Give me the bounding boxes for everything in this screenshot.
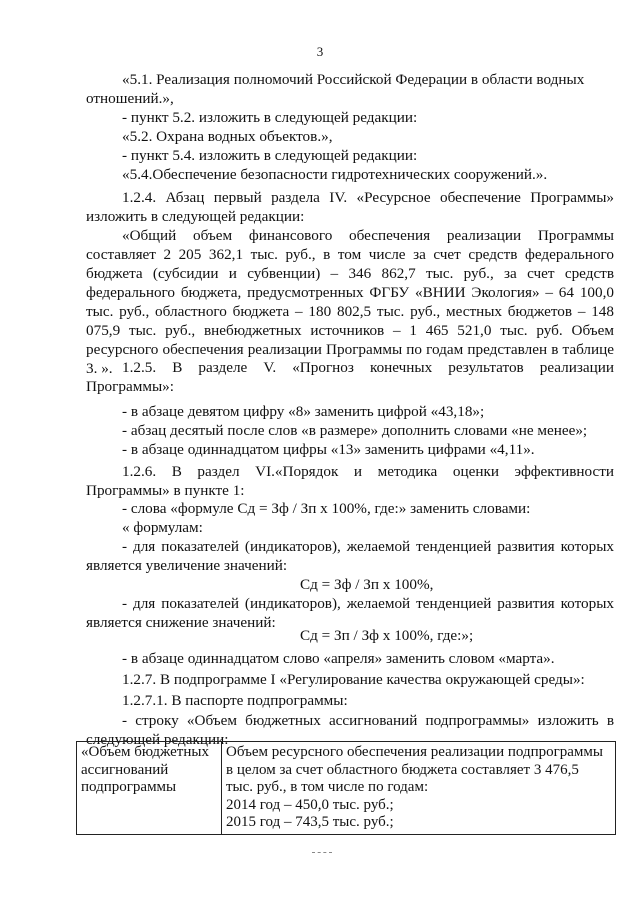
text: «5.1. Реализация полномочий Российской Федерации в области водных	[122, 71, 585, 88]
cell-text: 2014 год – 450,0 тыс. руб.;	[226, 796, 394, 813]
cell-text: Объем ресурсного обеспечения реализации подпрограммы	[226, 744, 603, 760]
formula-1: Сд = Зф / Зп х 100%,	[300, 576, 434, 593]
list-item: - слова «формуле Сд = Зф / Зп х 100%, где:» заменить словами:	[122, 500, 531, 517]
passport-table	[76, 741, 616, 835]
paragraph-1-2-4: 1.2.4. Абзац первый раздела IV. «Ресурсное обеспечение Программы» изложить в следующей редакции:	[86, 189, 614, 225]
paragraph-decrease: - для показателей (индикаторов), желаемой тенденцией развития которых является снижение значений:	[86, 595, 614, 631]
text-line: отношений.»,	[86, 90, 174, 107]
paragraph-funding: «Общий объем финансового обеспечения реализации Программы составляет 2 205 362,1 тыс. руб., в том числе за счет средств федерального бюджета (субсидии и субвенции) – 346 862,7 тыс. руб., за счет средств федерального бюджета, предусмотренных ФГБУ «ВНИИ Экология» – 64 100,0 тыс. руб., областного бюджета – 180 802,5 тыс. руб., местных бюджетов – 148 075,9 тыс. руб., внебюджетных источников – 1 465 521,0 тыс. руб. Объем ресурсного обеспечения реализации Программы по годам представлен в таблице 3. ».	[86, 227, 614, 377]
cell-text: подпрограммы	[81, 779, 177, 796]
text-line: - в абзаце одиннадцатом слово «апреля» заменить словом «марта».	[122, 650, 555, 667]
text-line: «5.4.Обеспечение безопасности гидротехнических сооружений.».	[122, 166, 548, 183]
list-item: - в абзаце девятом цифру «8» заменить цифрой «43,18»;	[122, 403, 485, 420]
paragraph-budget-line: - строку «Объем бюджетных ассигнований подпрограммы» изложить в следующей редакции:	[86, 712, 614, 748]
formula-2: Сд = Зп / Зф х 100%, где:»;	[300, 627, 474, 644]
paragraph-1-2-7: 1.2.7. В подпрограмме I «Регулирование качества окружающей среды»:	[122, 671, 585, 688]
page-footer-mark	[312, 852, 332, 854]
cell-text: «Объем бюджетных	[81, 744, 209, 760]
table-cell-value	[222, 742, 616, 835]
paragraph-increase: - для показателей (индикаторов), желаемой тенденцией развития которых является увеличение значений:	[86, 538, 614, 574]
text-line: «5.2. Охрана водных объектов.»,	[122, 128, 333, 145]
paragraph-1-2-7-1: 1.2.7.1. В паспорте подпрограммы:	[122, 692, 348, 709]
list-item: - абзац десятый после слов «в размере» дополнить словами «не менее»;	[122, 422, 588, 439]
cell-text: тыс. руб., в том числе по годам:	[226, 779, 429, 796]
cell-text: 2015 год – 743,5 тыс. руб.;	[226, 814, 394, 831]
list-item: - в абзаце одиннадцатом цифры «13» заменить цифрами «4,11».	[122, 441, 535, 458]
text-line	[112, 70, 614, 89]
paragraph-1-2-5: 1.2.5. В разделе V. «Прогноз конечных результатов реализации Программы»:	[86, 359, 614, 395]
table-row	[77, 742, 616, 835]
cell-text: ассигнований	[81, 761, 169, 778]
cell-text: в целом за счет областного бюджета составляет 3 476,5	[226, 761, 579, 778]
page-number: 3	[316, 44, 324, 59]
list-item: - пункт 5.4. изложить в следующей редакции:	[122, 147, 418, 164]
text-line: « формулам:	[122, 519, 203, 536]
table-cell-label	[77, 742, 222, 835]
paragraph-1-2-6: 1.2.6. В раздел VI.«Порядок и методика оценки эффективности Программы» в пункте 1:	[86, 463, 614, 499]
list-item: - пункт 5.2. изложить в следующей редакции:	[122, 109, 418, 126]
